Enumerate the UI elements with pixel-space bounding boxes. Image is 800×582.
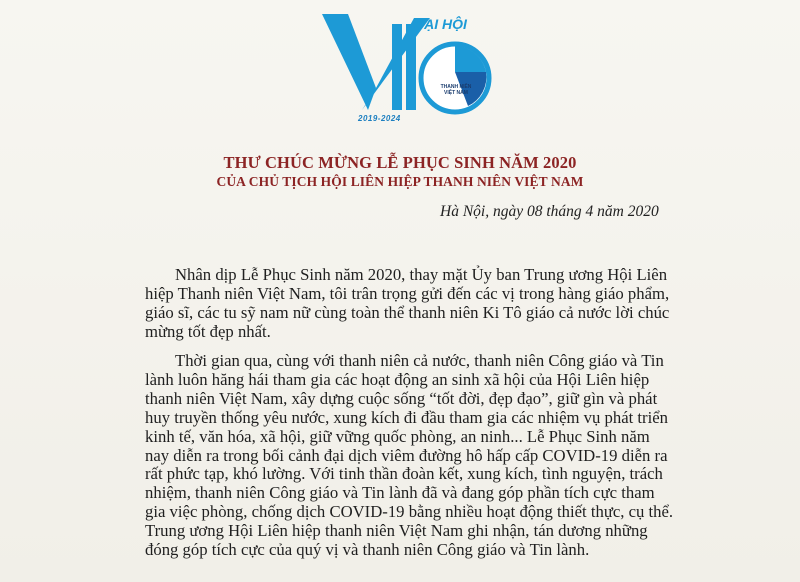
logo-org-text [428,84,484,96]
paragraph-line: hiệp Thanh niên Việt Nam, tôi trân trọng gửi đến các vị trong hàng giáo phẩm, [145,283,670,303]
paragraph-line: huy truyền thống yêu nước, xung kích đi đầu tham gia các nhiệm vụ phát triển [145,407,668,427]
paragraph-2 [145,352,680,560]
paragraph-line: mừng tốt đẹp nhất. [145,321,271,341]
logo-org-line2: VIỆT NAM [444,90,468,96]
paragraph-line: Nhân dịp Lễ Phục Sinh năm 2020, thay mặt Ủy ban Trung ương Hội Liên [175,265,668,284]
letter-subtitle: CỦA CHỦ TỊCH HỘI LIÊN HIỆP THANH NIÊN VIỆT NAM [216,174,584,189]
paragraph-line: nay diễn ra trong bối cảnh đại dịch viêm đường hô hấp cấp COVID-19 diễn ra [145,445,668,465]
paragraph-line: lành luôn hăng hái tham gia các hoạt động an sinh xã hội của Hội Liên hiệp [145,369,650,389]
paragraph-line: giáo sĩ, các tu sỹ nam nữ cùng toàn thể thanh niên Ki Tô giáo cả nước lời chúc [145,302,670,322]
paragraph-line: rất phức tạp, khó lường. Với tinh thần đoàn kết, xung kích, tình nguyện, trách [145,464,663,484]
dateline: Hà Nội, ngày 08 tháng 4 năm 2020 [440,203,659,220]
paragraph-line: gia việc phòng, chống dịch COVID-19 bằng nhiều hoạt động thiết thực, cụ thể. [145,502,674,522]
paragraph-line: đóng góp tích cực của quý vị và thanh niên Công giáo và Tin lành. [145,540,590,560]
logo-years: 2019-2024 [358,114,401,123]
paragraph-1 [145,266,680,342]
paragraph-line: Trung ương Hội Liên hiệp thanh niên Việt Nam ghi nhận, tán dương những [145,521,648,541]
logo-org-line1: THANH NIÊN [440,84,472,90]
paragraph-line: thanh niên Việt Nam, xây dựng cuộc sống “tốt đời, đẹp đạo”, giữ gìn và phát [145,388,658,408]
logo-title: ĐẠI HỘI [414,16,467,32]
letter-title: THƯ CHÚC MỪNG LỄ PHỤC SINH NĂM 2020 [223,153,577,172]
paragraph-line: nhiệm, thanh niên Công giáo và Tin lành đã và đang góp phần tích cực tham [145,483,655,503]
paragraph-line: Thời gian qua, cùng với thanh niên cả nước, thanh niên Công giáo và Tin [175,351,664,370]
paragraph-line: kinh tế, văn hóa, xã hội, giữ vững quốc phòng, an ninh... Lễ Phục Sinh năm [145,426,650,446]
